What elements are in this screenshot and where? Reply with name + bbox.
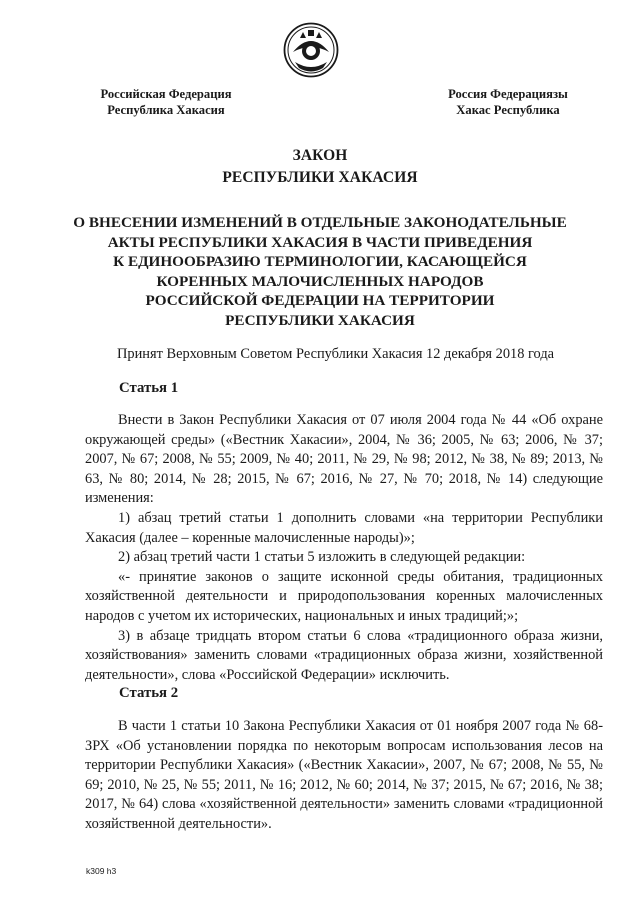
header-left-country: Российская Федерация <box>100 87 232 101</box>
subject-line: КОРЕННЫХ МАЛОЧИСЛЕННЫХ НАРОДОВ <box>156 272 484 290</box>
article-2-heading: Статья 2 <box>119 685 179 701</box>
header-right <box>428 86 588 118</box>
header-left-republic: Республика Хакасия <box>107 103 225 117</box>
subject-line: РЕСПУБЛИКИ ХАКАСИЯ <box>225 311 415 329</box>
article-paragraph: «- принятие законов о защите исконной среды обитания, традиционных хозяйственной деятельности и природопользования коренных малочисленных народов с учетом их исторических, национальных и иных традиций;»; <box>85 568 603 624</box>
law-subject <box>70 213 570 330</box>
article-paragraph: 3) в абзаце тридцать втором статьи 6 слова «традиционного образа жизни, хозяйствования» заменить словами «традиционных образа жизни, хозяйственной деятельности», слова «Российской Федерации» исключить. <box>85 627 603 683</box>
header-left <box>86 86 246 118</box>
header-right-republic: Хакас Республика <box>456 103 560 117</box>
article-paragraph: 2) абзац третий части 1 статьи 5 изложить в следующей редакции: <box>118 549 526 566</box>
article-paragraph: Внести в Закон Республики Хакасия от 07 июля 2004 года № 44 «Об охране окружающей среды» («Вестник Хакасии», 2004, № 36; 2005, № 63; 2006, № 37; 2007, № 67; 2008, № 55; 2009, № 40; 2011, № 29, № 98; 2012, № 38, № 89; 2013, № 63, № 80; 2014, № 28; 2015, № 67; 2016, № 27, № 70; 2018, № 14) следующие изменения: <box>85 412 603 507</box>
subject-line: АКТЫ РЕСПУБЛИКИ ХАКАСИЯ В ЧАСТИ ПРИВЕДЕНИЯ <box>107 233 533 251</box>
article-1-heading: Статья 1 <box>119 380 179 396</box>
header-right-country: Россия Федерациязы <box>448 87 568 101</box>
article-2-body <box>85 717 603 835</box>
law-issuer: РЕСПУБЛИКИ ХАКАСИЯ <box>222 169 418 186</box>
article-paragraph: 1) абзац третий статьи 1 дополнить словами «на территории Республики Хакасия (далее – коренные малочисленные народы)»; <box>85 509 603 546</box>
subject-line: РОССИЙСКОЙ ФЕДЕРАЦИИ НА ТЕРРИТОРИИ <box>145 292 495 309</box>
article-1-body <box>85 411 603 685</box>
subject-line: О ВНЕСЕНИИ ИЗМЕНЕНИЙ В ОТДЕЛЬНЫЕ ЗАКОНОДАТЕЛЬНЫЕ <box>73 214 567 231</box>
coat-of-arms-emblem <box>283 22 339 78</box>
subject-line: К ЕДИНООБРАЗИЮ ТЕРМИНОЛОГИИ, КАСАЮЩЕЙСЯ <box>113 253 527 270</box>
article-paragraph: В части 1 статьи 10 Закона Республики Хакасия от 01 ноября 2007 года № 68-ЗРХ «Об установлении порядка по некоторым вопросам использования лесов на территории Республики Хакасия» («Вестник Хакасии», 2007, № 67; 2008, № 55, № 69; 2010, № 25, № 55; 2011, № 16; 2012, № 60; 2014, № 37; 2015, № 67; 2016, № 38; 2017, № 64) слова «хозяйственной деятельности» заменить словами «традиционной хозяйственной деятельности». <box>85 718 603 832</box>
adoption-note: Принят Верховным Советом Республики Хакасия 12 декабря 2018 года <box>117 346 555 362</box>
law-title: ЗАКОН <box>292 147 348 164</box>
page-footer-code: k309 h3 <box>86 866 117 876</box>
